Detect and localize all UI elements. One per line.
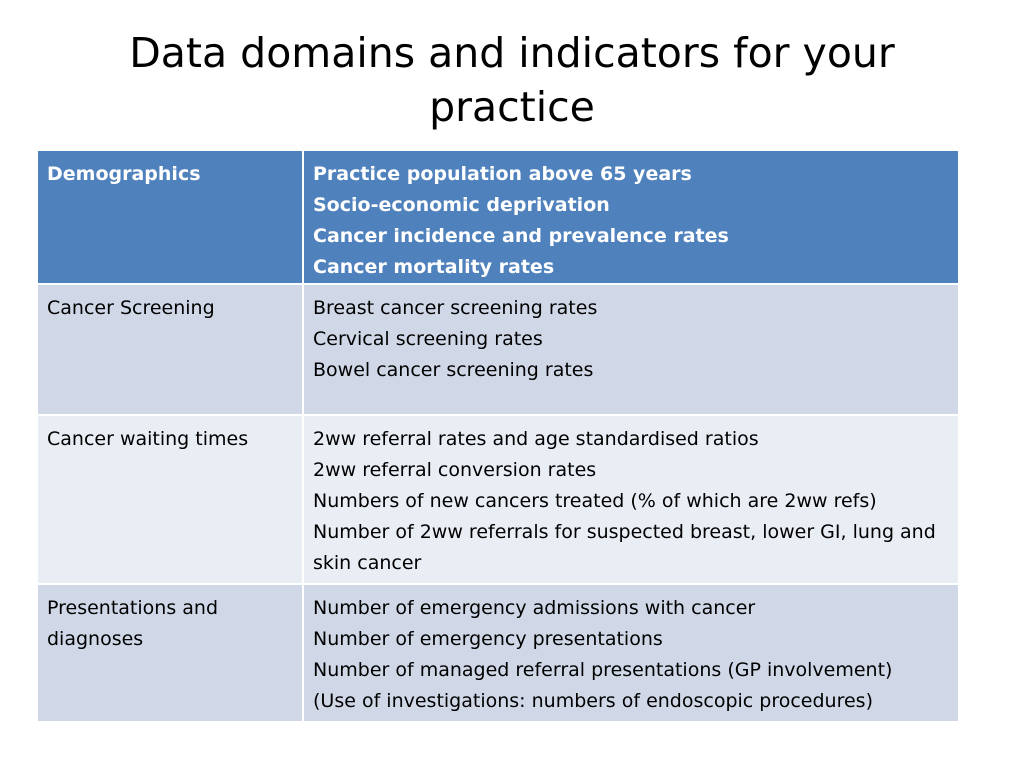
indicator-item: 2ww referral conversion rates <box>313 459 597 481</box>
indicator-item: Number of 2ww referrals for suspected breast, lower GI, lung and skin cancer <box>313 521 936 574</box>
indicator-item: Number of emergency presentations <box>313 628 663 650</box>
domain-label: Cancer Screening <box>47 297 215 319</box>
indicator-item: Socio-economic deprivation <box>313 194 610 216</box>
indicator-item: (Use of investigations: numbers of endoscopic procedures) <box>313 690 873 712</box>
indicators-cell <box>303 584 959 722</box>
indicator-item: Numbers of new cancers treated (% of which are 2ww refs) <box>313 490 877 512</box>
indicator-item: Number of managed referral presentations (GP involvement) <box>313 659 893 681</box>
domain-label: Demographics <box>47 163 201 185</box>
indicator-item: Breast cancer screening rates <box>313 297 598 319</box>
slide-title: Data domains and indicators for your practice <box>129 29 895 131</box>
table-row <box>37 415 959 584</box>
indicators-cell <box>303 415 959 584</box>
domain-label: Cancer waiting times <box>47 428 249 450</box>
domain-label: Presentations and diagnoses <box>47 597 219 650</box>
domain-cell <box>37 150 303 284</box>
indicator-item: 2ww referral rates and age standardised ratios <box>313 428 759 450</box>
table-row <box>37 150 959 284</box>
table-row <box>37 584 959 722</box>
domain-cell <box>37 584 303 722</box>
indicators-cell <box>303 284 959 415</box>
indicator-item: Number of emergency admissions with cancer <box>313 597 756 619</box>
indicators-table <box>36 149 960 723</box>
domain-cell <box>37 415 303 584</box>
indicator-item: Cervical screening rates <box>313 328 543 350</box>
indicator-item: Cancer mortality rates <box>313 256 555 278</box>
indicators-cell <box>303 150 959 284</box>
domain-cell <box>37 284 303 415</box>
table-row <box>37 284 959 415</box>
indicator-item: Practice population above 65 years <box>313 163 692 185</box>
indicator-item: Bowel cancer screening rates <box>313 359 594 381</box>
indicator-item: Cancer incidence and prevalence rates <box>313 225 729 247</box>
